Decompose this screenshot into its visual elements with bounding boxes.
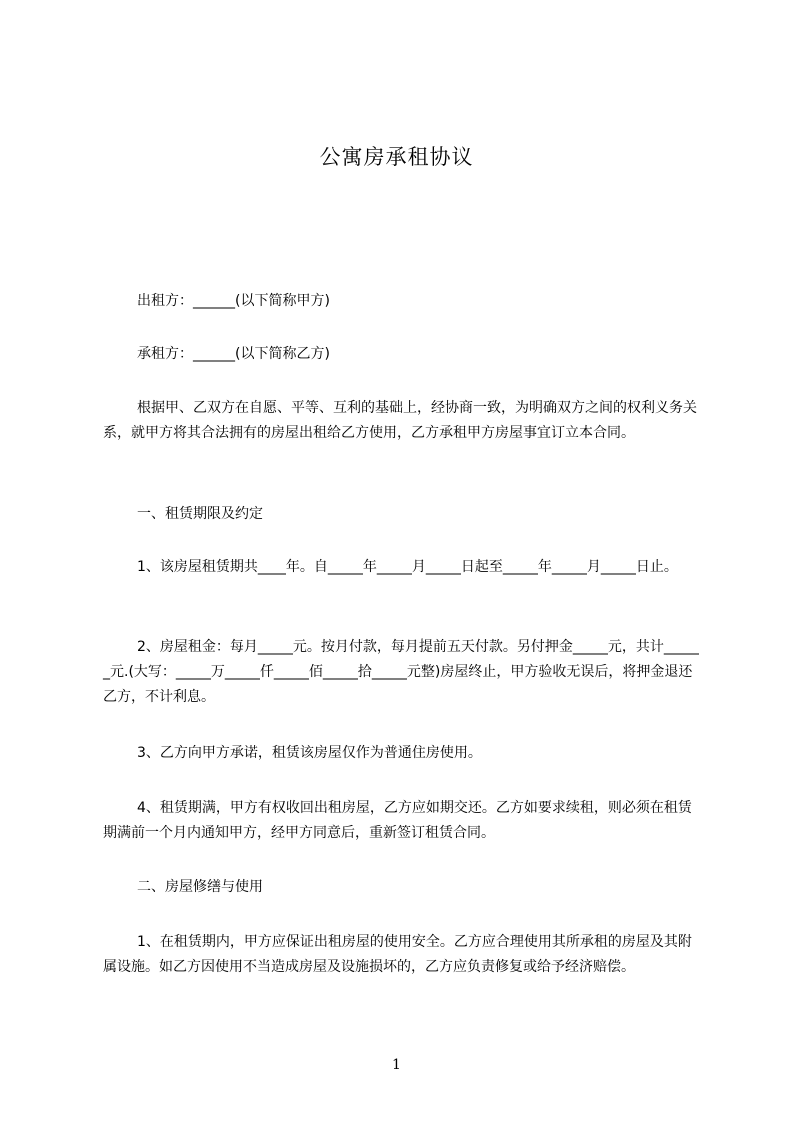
section-heading-lease-term: 一、租赁期限及约定	[137, 506, 263, 522]
page-number: 1	[392, 1057, 401, 1073]
intro-paragraph: 根据甲、乙双方在自愿、平等、互利的基础上，经协商一致，为明确双方之间的权利义务关系，就甲方将其合法拥有的房屋出租给乙方使用，乙方承租甲方房屋事宜订立本合同。	[103, 400, 697, 441]
page-title: 公寓房承租协议	[319, 145, 474, 169]
clause-1-3: 3、乙方向甲方承诺，租赁该房屋仅作为普通住房使用。	[137, 745, 482, 761]
clause-1-4: 4、租赁期满，甲方有权收回出租房屋，乙方应如期交还。乙方如要求续租，则必须在租赁期满前一个月内通知甲方，经甲方同意后，重新签订租赁合同。	[103, 800, 692, 841]
clause-1-1: 1、该房屋租赁期共____年。自_____年_____月_____日起至_____年_____月_____日止。	[137, 559, 678, 575]
clause-1-2: 2、房屋租金：每月_____元。按月付款，每月提前五天付款。另付押金_____元，共计______元.(大写：_____万_____仟_____佰_____拾_____元整)房屋终止，甲方验收无误后，将押金退还乙方，不计利息。	[103, 639, 699, 705]
clause-2-1: 1、在租赁期内，甲方应保证出租房屋的使用安全。乙方应合理使用其所承租的房屋及其附属设施。如乙方因使用不当造成房屋及设施损坏的，乙方应负责修复或给予经济赔偿。	[103, 934, 692, 975]
section-heading-repair-use: 二、房屋修缮与使用	[137, 879, 263, 895]
lessor-line: 出租方：______(以下简称甲方)	[137, 293, 330, 309]
lessee-line: 承租方：______(以下简称乙方)	[137, 346, 330, 362]
